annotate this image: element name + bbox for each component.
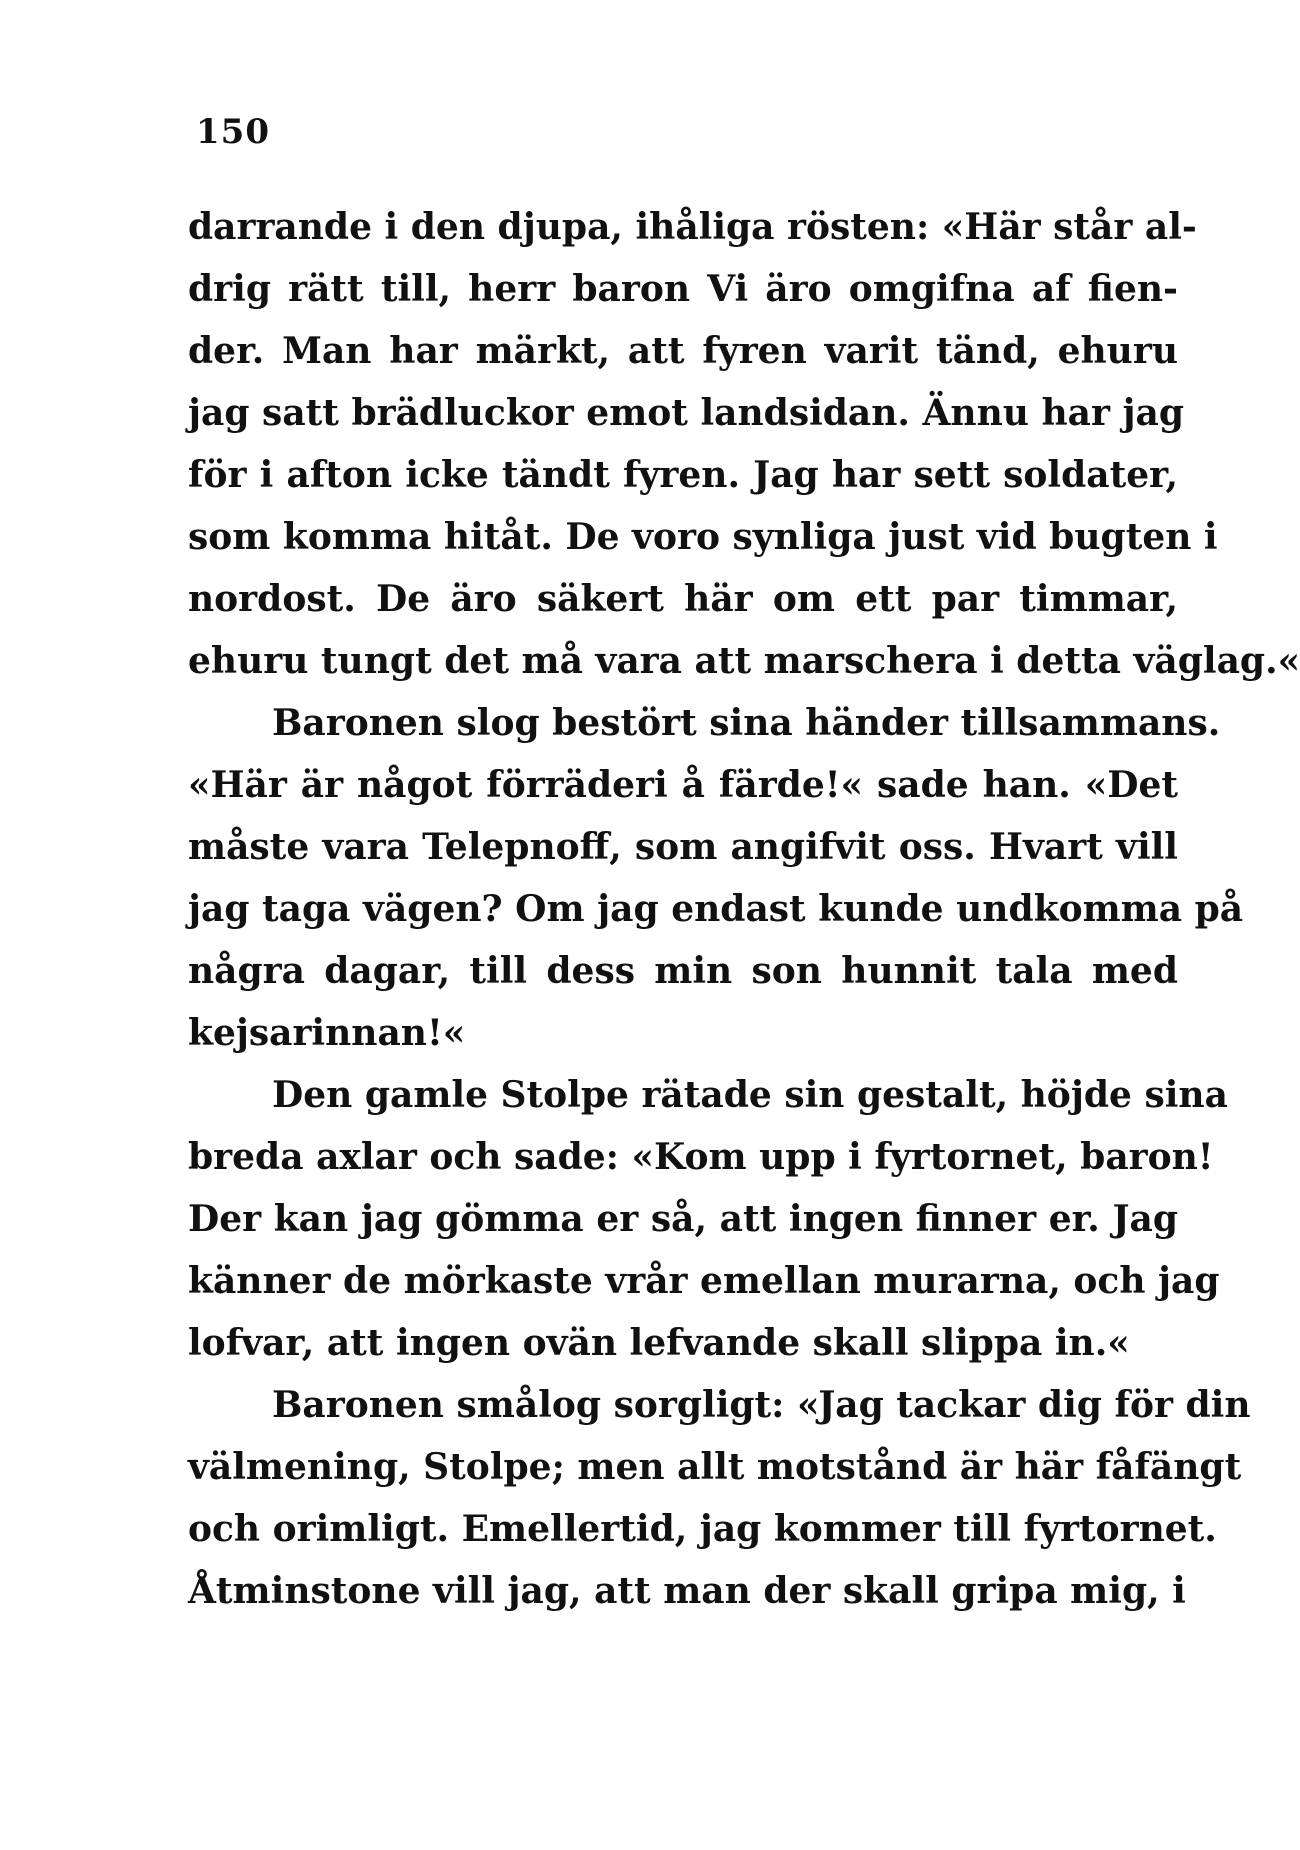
text-line: känner de mörkaste vrår emellan murarna, och jag — [188, 1260, 1220, 1302]
text-line: breda axlar och sade: «Kom upp i fyrtornet, baron! — [188, 1136, 1214, 1178]
text-line: som komma hitåt. De voro synliga just vid bugten i — [188, 516, 1218, 558]
text-line: jag taga vägen? Om jag endast kunde undkomma på — [188, 888, 1244, 930]
text-line: Der kan jag gömma er så, att ingen finner er. Jag — [188, 1198, 1178, 1240]
text-line: för i afton icke tändt fyren. Jag har sett soldater, — [188, 454, 1178, 496]
text-line: jag satt brädluckor emot landsidan. Ännu har jag — [188, 392, 1185, 434]
body-text — [188, 196, 1300, 1622]
text-line: några dagar, till dess min son hunnit tala med — [188, 950, 1178, 992]
text-line: måste vara Telepnoff, som angifvit oss. Hvart vill — [188, 826, 1178, 868]
text-line: Baronen slog bestört sina händer tillsammans. — [272, 702, 1221, 744]
text-line: ehuru tungt det må vara att marschera i detta väglag.« — [188, 640, 1300, 682]
text-line: «Här är något förräderi å färde!« sade han. «Det — [188, 764, 1178, 806]
text-line: darrande i den djupa, ihåliga rösten: «Här står al- — [188, 206, 1197, 248]
text-line: välmening, Stolpe; men allt motstånd är här fåfängt — [188, 1446, 1242, 1488]
text-line: Den gamle Stolpe rätade sin gestalt, höjde sina — [272, 1074, 1228, 1116]
text-line: och orimligt. Emellertid, jag kommer till fyrtornet. — [188, 1508, 1217, 1550]
page-number: 150 — [196, 112, 270, 152]
text-line: drig rätt till, herr baron Vi äro omgifna af fien- — [188, 268, 1178, 310]
text-line: Åtminstone vill jag, att man der skall gripa mig, i — [188, 1570, 1186, 1612]
text-line: der. Man har märkt, att fyren varit tänd, ehuru — [188, 330, 1178, 372]
text-line: lofvar, att ingen ovän lefvande skall slippa in.« — [188, 1322, 1130, 1364]
text-line: kejsarinnan!« — [188, 1012, 466, 1054]
text-line: nordost. De äro säkert här om ett par timmar, — [188, 578, 1178, 620]
text-line: Baronen smålog sorgligt: «Jag tackar dig för din — [272, 1384, 1251, 1426]
